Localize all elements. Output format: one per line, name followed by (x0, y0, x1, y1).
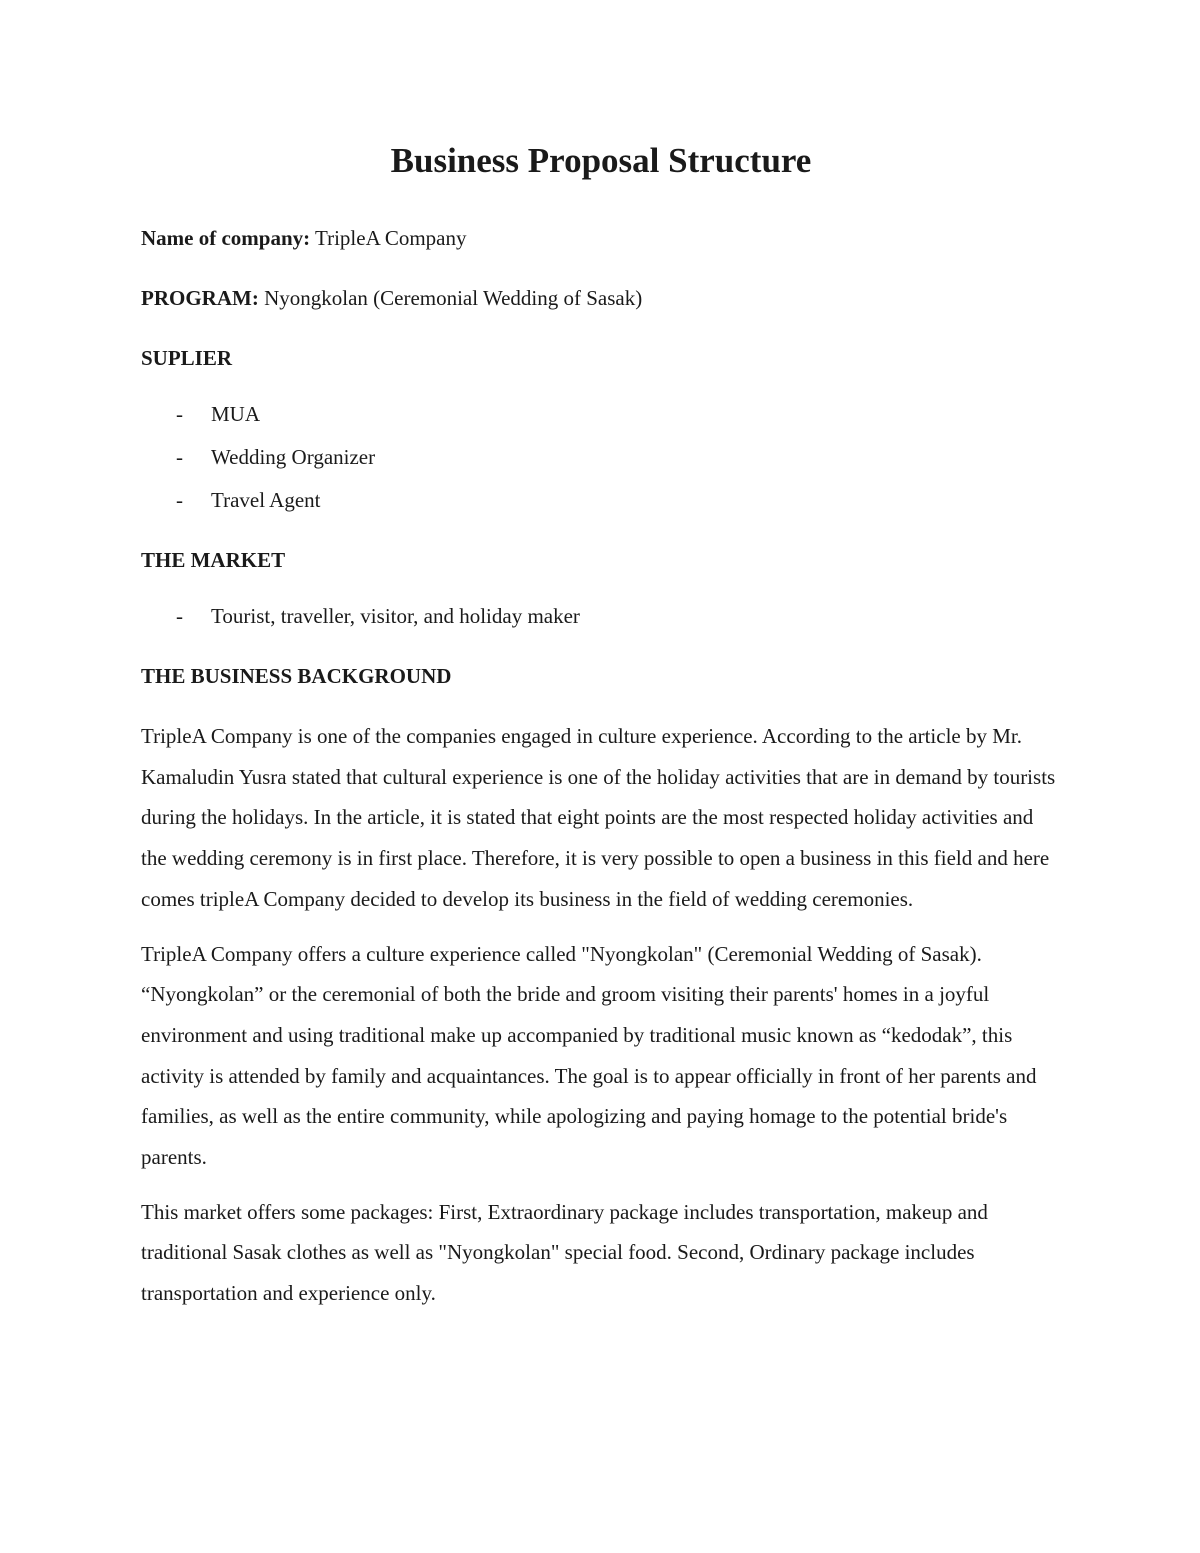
market-heading: THE MARKET (141, 548, 286, 572)
background-paragraph: This market offers some packages: First, Extraordinary package includes transportation, makeup and traditional Sasak clothes as well as "Nyongkolan" special food. Second, Ordinary package includes transportation and experience only. (141, 1199, 988, 1306)
dash-marker: - (176, 445, 183, 469)
list-item (141, 443, 1061, 471)
dash-marker: - (176, 488, 183, 512)
list-item (141, 602, 1061, 630)
company-value: TripleA Company (310, 226, 467, 250)
program-field (141, 284, 1061, 312)
market-list (141, 602, 1061, 630)
dash-marker: - (176, 402, 183, 426)
suplier-heading: SUPLIER (141, 346, 233, 370)
list-item-text: MUA (211, 402, 261, 426)
company-label: Name of company: (141, 226, 311, 250)
list-item-text: Travel Agent (211, 488, 321, 512)
list-item (141, 400, 1061, 428)
program-label: PROGRAM: (141, 286, 259, 310)
list-item-text: Wedding Organizer (211, 445, 376, 469)
suplier-list (141, 400, 1061, 514)
background-heading: THE BUSINESS BACKGROUND (141, 664, 452, 688)
list-item-text: Tourist, traveller, visitor, and holiday maker (211, 604, 580, 628)
document-title: Business Proposal Structure (390, 141, 812, 180)
background-paragraph: TripleA Company is one of the companies engaged in culture experience. According to the article by Mr. Kamaludin Yusra stated that cultural experience is one of the holiday activities that are in demand by tourists during the holidays. In the article, it is stated that eight points are the most respected holiday activities and the wedding ceremony is in first place. Therefore, it is very possible to open a business in this field and here comes tripleA Company decided to develop its business in the field of wedding ceremonies. (141, 724, 1056, 911)
program-value: Nyongkolan (Ceremonial Wedding of Sasak) (258, 286, 643, 310)
background-paragraph: TripleA Company offers a culture experience called "Nyongkolan" (Ceremonial Wedding of Sasak). “Nyongkolan” or the ceremonial of both the bride and groom visiting their parents' homes in a joyful environment and using traditional make up accompanied by traditional music known as “kedodak”, this activity is attended by family and acquaintances. The goal is to appear officially in front of her parents and families, as well as the entire community, while apologizing and paying homage to the potential bride's parents. (141, 941, 1037, 1170)
document-page (141, 140, 1061, 1334)
dash-marker: - (176, 604, 183, 628)
company-field (141, 224, 1061, 252)
list-item (141, 486, 1061, 514)
